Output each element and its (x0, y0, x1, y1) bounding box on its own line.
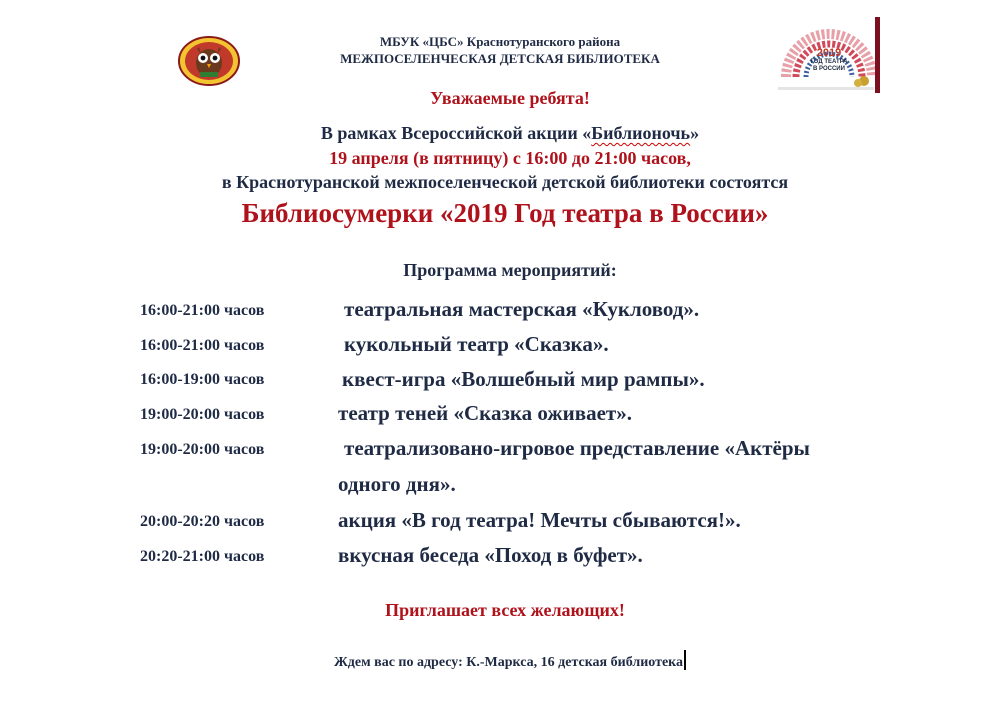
program-time: 20:20-21:00 часов (140, 548, 265, 565)
text-cursor (684, 650, 686, 670)
intro-line-2: 19 апреля (в пятницу) с 16:00 до 21:00 часов, (329, 148, 691, 168)
program-time: 20:00-20:20 часов (140, 513, 265, 530)
library-name: МЕЖПОСЕЛЕНЧЕСКАЯ ДЕТСКАЯ БИБЛИОТЕКА (340, 51, 660, 66)
program-event: акция «В год театра! Мечты сбываются!». (338, 508, 741, 532)
program-time: 16:00-21:00 часов (140, 337, 265, 354)
address-line (150, 650, 870, 671)
program-event: театральная мастерская «Кукловод». (344, 297, 700, 321)
program-time: 19:00-20:00 часов (140, 406, 265, 423)
year-of-theatre-logo (778, 17, 880, 93)
badge-text-1: ГОД ТЕАТРА (810, 59, 848, 65)
event-title: Библиосумерки «2019 Год театра в России» (241, 198, 769, 228)
intro-line-1 (300, 123, 720, 144)
program-event: театрализовано-игровое представление «Актёры (344, 436, 810, 460)
greeting: Уважаемые ребята! (430, 88, 590, 108)
program-event: театр теней «Сказка оживает». (338, 401, 632, 425)
program-event: квест-игра «Волшебный мир рампы». (342, 367, 705, 391)
address-text: Ждем вас по адресу: К.-Маркса, 16 детская библиотека (333, 655, 684, 670)
badge-text-2: В РОССИИ (813, 66, 845, 72)
program-heading: Программа мероприятий: (403, 260, 617, 280)
intro-suffix: » (690, 123, 700, 143)
bibliochnoch-word: Библионочь (591, 123, 691, 143)
invite-text: Приглашает всех желающих! (385, 600, 625, 620)
program-time: 16:00-21:00 часов (140, 302, 265, 319)
owl-logo-icon (178, 36, 240, 86)
org-name: МБУК «ЦБС» Краснотуранского района (379, 34, 621, 49)
program-event: кукольный театр «Сказка». (344, 332, 609, 356)
program-time: 19:00-20:00 часов (140, 441, 265, 458)
badge-year: 2019 (816, 47, 842, 59)
intro-prefix: В рамках Всероссийской акции « (320, 123, 592, 143)
program-event-continued: одного дня». (338, 472, 456, 496)
program-time: 16:00-19:00 часов (140, 371, 265, 388)
intro-line-3: в Краснотуранской межпоселенческой детской библиотеки состоятся (221, 172, 789, 192)
program-event: вкусная беседа «Поход в буфет». (338, 543, 643, 567)
